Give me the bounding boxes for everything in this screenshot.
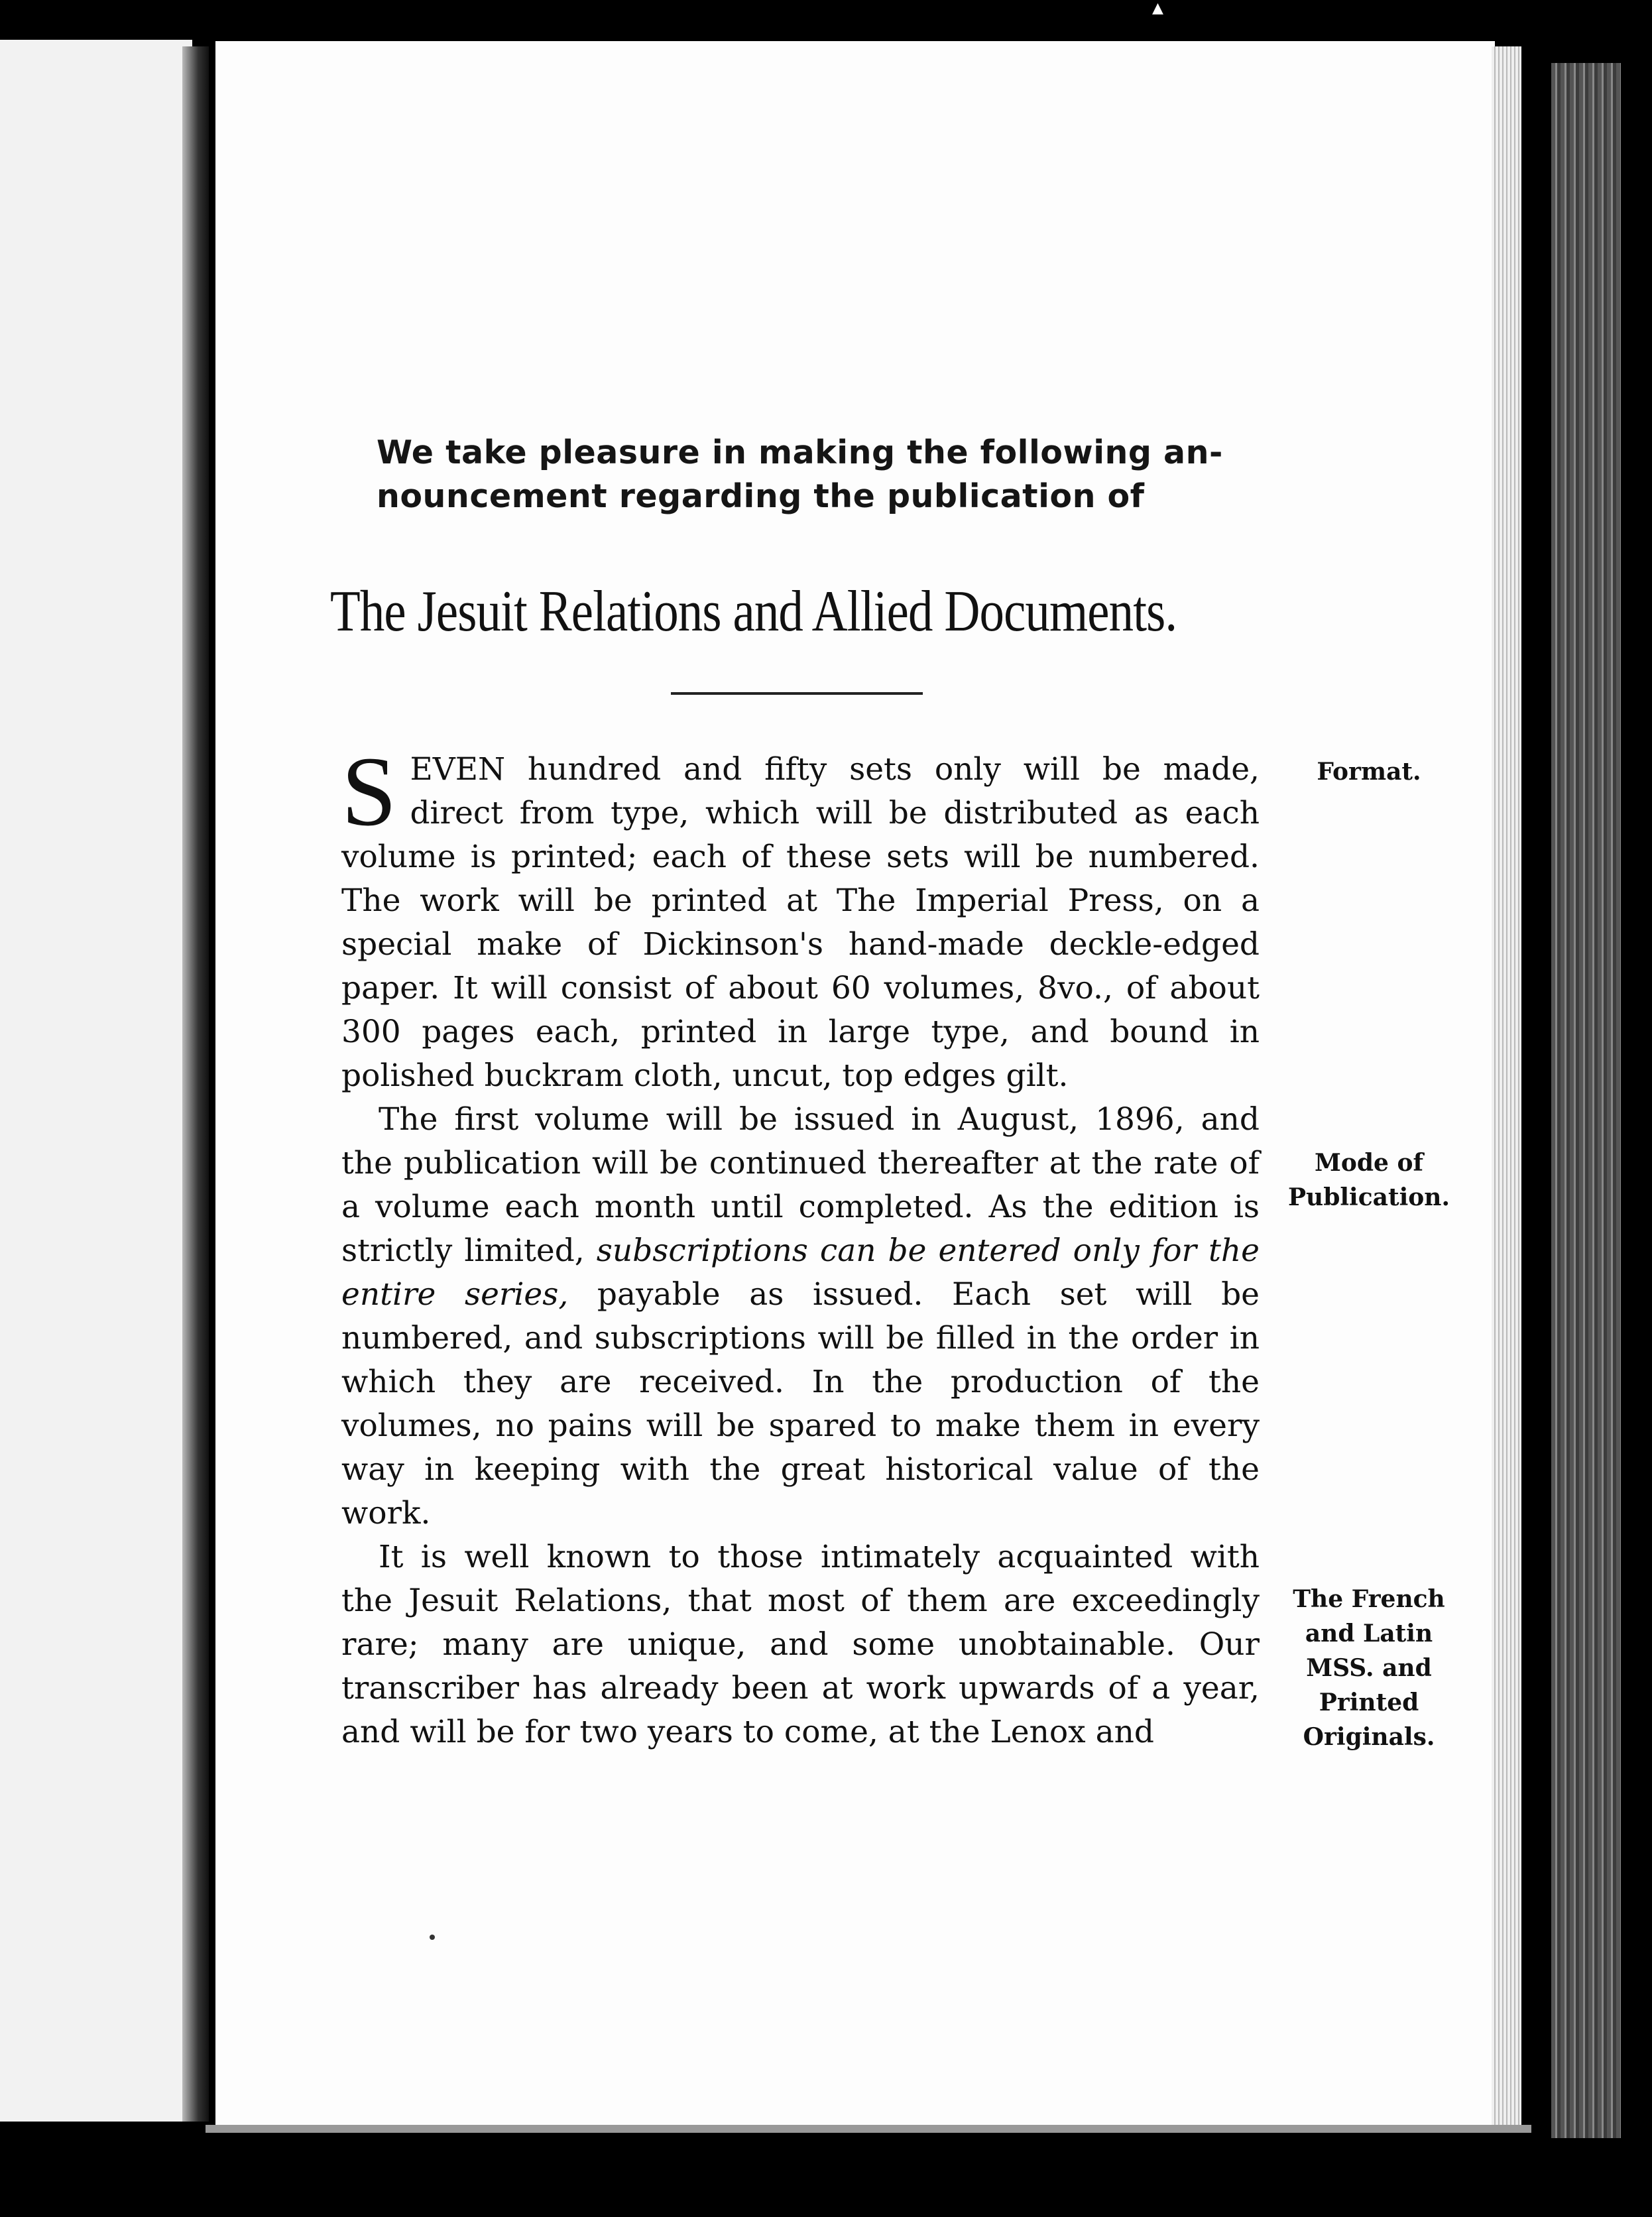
ink-speck	[430, 1935, 435, 1940]
drop-cap: S	[341, 737, 397, 847]
title-divider	[671, 692, 923, 695]
sidenote-originals-line-5: Originals.	[1303, 1723, 1435, 1751]
paragraph-format-text: EVEN hundred and fifty sets only will be made, direct from type, which will be distributed as each volume is printed; each of these sets will be numbered. The work will be printed at The Imperial Press, on a special make of Dickinson's hand-made deckle-edged paper. It will consist of about 60 volumes, 8vo., of about 300 pages each, printed in large type, and bound in polished buckram cloth, uncut, top edges gilt.	[341, 751, 1260, 1094]
sidenote-mode-line-2: Publication.	[1287, 1183, 1450, 1211]
sidenote-format: Format.	[1317, 758, 1421, 786]
sidenote-originals-line-4: Printed	[1319, 1689, 1419, 1716]
left-facing-page	[0, 40, 192, 2122]
paragraph-publication	[341, 1098, 1260, 1535]
paragraph-format	[341, 737, 1260, 1098]
sidenote-originals	[1276, 1582, 1462, 1754]
sidenote-mode	[1276, 1146, 1462, 1215]
gutter-shadow	[182, 46, 209, 2122]
sidenote-originals-line-2: and Latin	[1305, 1620, 1433, 1648]
book-block-edge	[1551, 63, 1621, 2138]
paragraph-originals: It is well known to those intimately acquainted with the Jesuit Relations, that most of them are exceedingly rare; many are unique, and some unobtainable. Our transcriber has already been at work upwards of a year, and will be for two years to come, at the Lenox and	[341, 1539, 1260, 1750]
sidenote-originals-line-1: The French	[1293, 1585, 1445, 1613]
paragraph-publication-text-a: The first volume will be issued in August, 1896, and the publication will be continued thereafter at the rate of a volume each month until completed. As the edition is strictly limited,	[341, 1101, 1260, 1269]
page-edges	[1492, 46, 1521, 2128]
announcement-intro	[377, 431, 1258, 518]
page-title: The Jesuit Relations and Allied Documents.	[330, 579, 1177, 644]
sidenote-originals-line-3: MSS. and	[1306, 1654, 1432, 1682]
intro-line-2: nouncement regarding the publication of	[377, 477, 1145, 515]
subscription-emphasis: subscriptions can be entered only for the entire series,	[341, 1232, 1260, 1313]
sidenote-mode-line-1: Mode of	[1315, 1149, 1423, 1177]
paragraph-publication-text-b: payable as issued. Each set will be numbered, and subscriptions will be filled in the order in which they are received. In the production of the volumes, no pains will be spared to make them in every way in keeping with the great historical value of the work.	[341, 1276, 1260, 1531]
scan-marker-icon: ▲	[1152, 0, 1163, 17]
intro-line-1: We take pleasure in making the following an-	[377, 434, 1223, 471]
page-bottom-edge	[206, 2125, 1531, 2133]
body-text	[341, 737, 1260, 1754]
